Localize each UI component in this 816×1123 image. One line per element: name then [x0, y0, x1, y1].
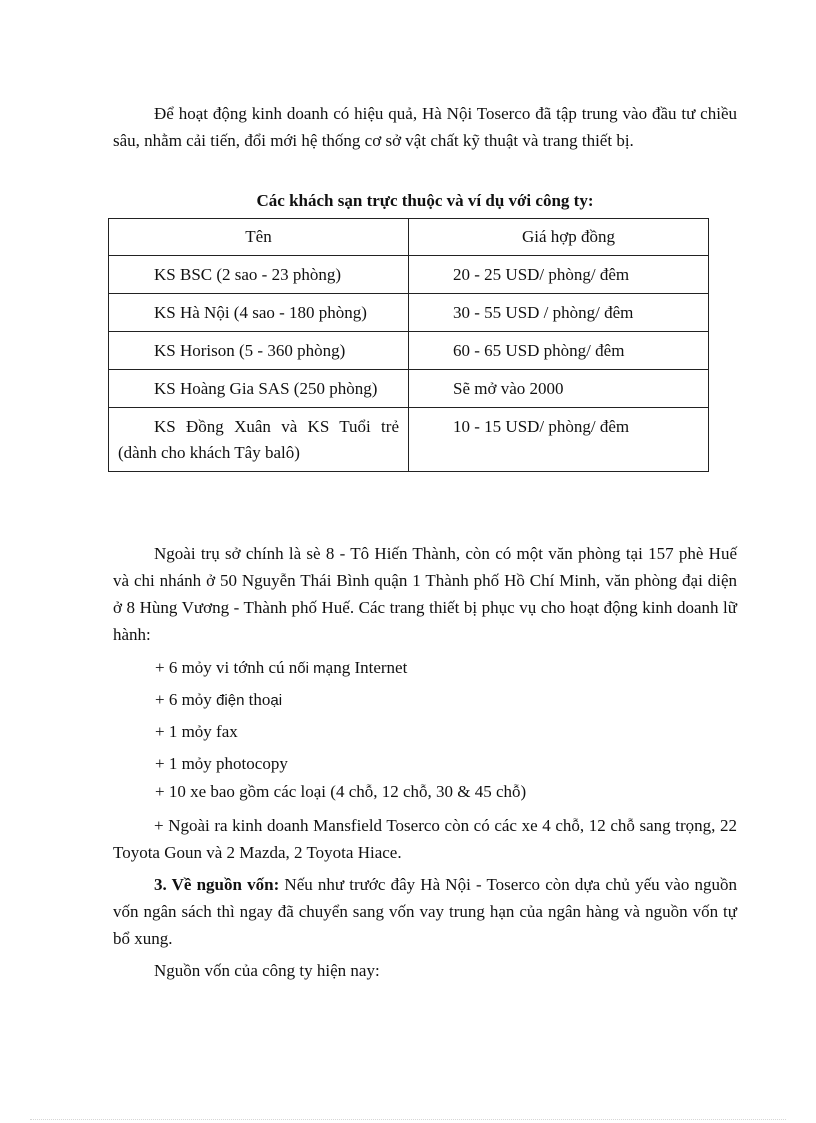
capital-heading: 3. Về nguồn vốn: [154, 875, 280, 894]
table-row [109, 408, 709, 472]
hotel-price: 10 - 15 USD/ phòng/ đêm [409, 408, 709, 472]
list-item: + 1 mỏy fax [155, 722, 238, 741]
table-row [109, 294, 709, 332]
header-price: Giá hợp đồng [409, 219, 709, 256]
intro-paragraph: Để hoạt động kinh doanh có hiệu quả, Hà Nội Toserco đã tập trung vào đầu tư chiều sâu, nhằm cải tiến, đổi mới hệ thống cơ sở vật chất kỹ thuật và trang thiết bị. [113, 104, 737, 150]
table-header-row [109, 219, 709, 256]
page-bottom-rule [30, 1119, 786, 1120]
list-item: + 6 mỏy điện thoại [155, 690, 283, 709]
hotel-price: 60 - 65 USD phòng/ đêm [409, 332, 709, 370]
hotel-price: 20 - 25 USD/ phòng/ đêm [409, 256, 709, 294]
capital-now-paragraph: Nguồn vốn của công ty hiện nay: [154, 961, 380, 980]
hotel-name: KS Horison (5 - 360 phòng) [109, 332, 409, 370]
hotel-name: KS BSC (2 sao - 23 phòng) [109, 256, 409, 294]
table-caption: Các khách sạn trực thuộc và ví dụ với công ty: [256, 191, 594, 210]
hotel-name: KS Hà Nội (4 sao - 180 phòng) [109, 294, 409, 332]
table-row [109, 370, 709, 408]
hotel-table [108, 218, 709, 472]
hotel-price: 30 - 55 USD / phòng/ đêm [409, 294, 709, 332]
hotel-name: KS Đồng Xuân và KS Tuổi trẻ (dành cho khách Tây balô) [109, 408, 409, 472]
capital-body: Nếu như trước đây Hà Nội - Toserco còn dựa chủ yếu vào nguồn vốn ngân sách thì ngay đã chuyển sang vốn vay trung hạn của ngân hàng và nguồn vốn tự bổ xung. [113, 875, 737, 948]
offices-paragraph: Ngoài trụ sở chính là sè 8 - Tô Hiến Thành, còn có một văn phòng tại 157 phè Huế và chi nhánh ở 50 Nguyễn Thái Bình quận 1 Thành phố Hồ Chí Minh, văn phòng đại diện ở 8 Hùng Vương - Thành phố Huế. Các trang thiết bị phục vụ cho hoạt động kinh doanh lữ hành: [113, 544, 737, 644]
table-row [109, 332, 709, 370]
hotel-name: KS Hoàng Gia SAS (250 phòng) [109, 370, 409, 408]
list-item: + 6 mỏy vi tớnh cú nối mạng Internet [155, 658, 408, 677]
extra-vehicles-paragraph: + Ngoài ra kinh doanh Mansfield Toserco còn có các xe 4 chỗ, 12 chỗ sang trọng, 22 Toyota Goun và 2 Mazda, 2 Toyota Hiace. [113, 816, 737, 862]
list-item: + 10 xe bao gồm các loại (4 chỗ, 12 chỗ, 30 & 45 chỗ) [155, 782, 527, 801]
header-name: Tên [109, 219, 409, 256]
hotel-price: Sẽ mở vào 2000 [409, 370, 709, 408]
capital-paragraph [113, 871, 737, 952]
list-item: + 1 mỏy photocopy [155, 754, 288, 773]
table-row [109, 256, 709, 294]
